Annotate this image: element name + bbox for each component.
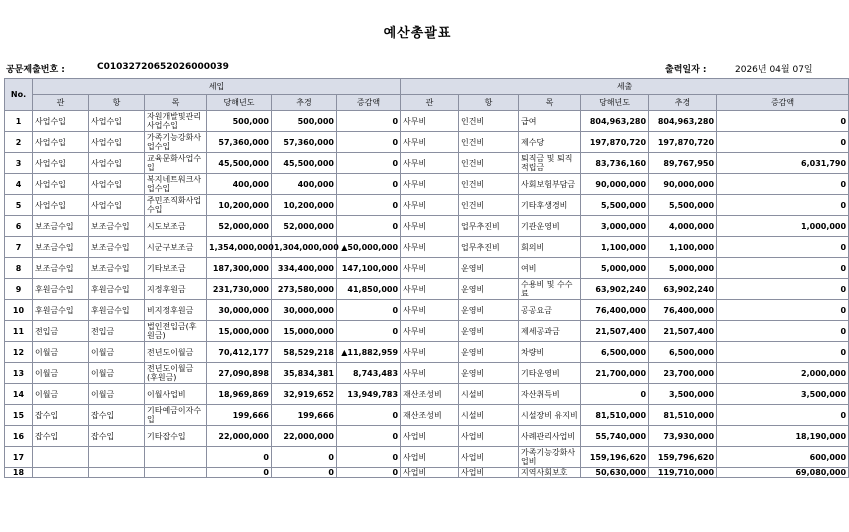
row-no-cell: 14 [5, 384, 33, 405]
header-income-gwan: 관 [33, 95, 89, 111]
expense-hang-cell: 사업비 [459, 447, 519, 468]
expense-hang-cell: 운영비 [459, 258, 519, 279]
row-no-cell: 15 [5, 405, 33, 426]
table-row [5, 258, 849, 279]
expense-current-cell: 76,400,000 [581, 300, 649, 321]
header-income-hang: 항 [89, 95, 145, 111]
expense-current-cell: 90,000,000 [581, 174, 649, 195]
income-gwan-cell [33, 447, 89, 468]
income-gwan-cell [33, 468, 89, 478]
expense-mok-cell: 공공요금 [519, 300, 581, 321]
row-no-cell: 7 [5, 237, 33, 258]
expense-change-cell: 18,190,000 [717, 426, 849, 447]
expense-hang-cell: 운영비 [459, 300, 519, 321]
expense-hang-cell: 운영비 [459, 279, 519, 300]
expense-mok-cell: 급여 [519, 111, 581, 132]
expense-current-cell: 0 [581, 384, 649, 405]
income-revised-cell: 15,000,000 [272, 321, 337, 342]
income-revised-cell: 334,400,000 [272, 258, 337, 279]
expense-hang-cell: 인건비 [459, 174, 519, 195]
table-row [5, 363, 849, 384]
income-change-cell: 0 [337, 468, 401, 478]
expense-gwan-cell: 사무비 [401, 342, 459, 363]
expense-current-cell: 63,902,240 [581, 279, 649, 300]
income-mok-cell: 지정후원금 [145, 279, 207, 300]
expense-hang-cell: 인건비 [459, 195, 519, 216]
expense-mok-cell: 제수당 [519, 132, 581, 153]
expense-change-cell: 0 [717, 342, 849, 363]
expense-mok-cell: 차량비 [519, 342, 581, 363]
income-change-cell: 0 [337, 216, 401, 237]
row-no-cell: 5 [5, 195, 33, 216]
expense-change-cell: 0 [717, 111, 849, 132]
row-no-cell: 4 [5, 174, 33, 195]
print-date-value: 2026년 04월 07일 [735, 65, 813, 75]
income-gwan-cell: 전입금 [33, 321, 89, 342]
income-revised-cell: 199,666 [272, 405, 337, 426]
income-current-cell: 52,000,000 [207, 216, 272, 237]
income-revised-cell: 500,000 [272, 111, 337, 132]
expense-revised-cell: 5,000,000 [649, 258, 717, 279]
income-gwan-cell: 사업수입 [33, 132, 89, 153]
expense-revised-cell: 1,100,000 [649, 237, 717, 258]
income-revised-cell: 1,304,000,000 [272, 237, 337, 258]
income-gwan-cell: 보조금수입 [33, 258, 89, 279]
expense-gwan-cell: 사무비 [401, 111, 459, 132]
expense-gwan-cell: 사무비 [401, 258, 459, 279]
income-mok-cell: 복지네트워크사업수입 [145, 174, 207, 195]
income-current-cell: 27,090,898 [207, 363, 272, 384]
income-hang-cell: 후원금수입 [89, 279, 145, 300]
income-change-cell: 13,949,783 [337, 384, 401, 405]
income-change-cell: 0 [337, 111, 401, 132]
expense-current-cell: 55,740,000 [581, 426, 649, 447]
income-change-cell: 0 [337, 174, 401, 195]
row-no-cell: 1 [5, 111, 33, 132]
income-gwan-cell: 보조금수입 [33, 237, 89, 258]
income-gwan-cell: 보조금수입 [33, 216, 89, 237]
expense-current-cell: 50,630,000 [581, 468, 649, 478]
expense-revised-cell: 90,000,000 [649, 174, 717, 195]
row-no-cell: 18 [5, 468, 33, 478]
expense-revised-cell: 73,930,000 [649, 426, 717, 447]
table-row [5, 384, 849, 405]
expense-hang-cell: 운영비 [459, 342, 519, 363]
expense-revised-cell: 76,400,000 [649, 300, 717, 321]
header-income-current: 당해년도 [207, 95, 272, 111]
income-change-cell: 0 [337, 321, 401, 342]
income-current-cell: 57,360,000 [207, 132, 272, 153]
header-income-revised: 추경 [272, 95, 337, 111]
expense-change-cell: 0 [717, 405, 849, 426]
page-title: 예산총괄표 [383, 26, 452, 41]
table-row [5, 447, 849, 468]
expense-gwan-cell: 사무비 [401, 216, 459, 237]
expense-gwan-cell: 사무비 [401, 300, 459, 321]
income-revised-cell: 52,000,000 [272, 216, 337, 237]
income-revised-cell: 273,580,000 [272, 279, 337, 300]
income-hang-cell: 사업수입 [89, 132, 145, 153]
expense-current-cell: 1,100,000 [581, 237, 649, 258]
income-revised-cell: 57,360,000 [272, 132, 337, 153]
expense-current-cell: 81,510,000 [581, 405, 649, 426]
expense-hang-cell: 사업비 [459, 426, 519, 447]
expense-revised-cell: 3,500,000 [649, 384, 717, 405]
expense-hang-cell: 시설비 [459, 405, 519, 426]
income-hang-cell: 이월금 [89, 342, 145, 363]
income-mok-cell: 기타보조금 [145, 258, 207, 279]
income-mok-cell: 기타예금이자수입 [145, 405, 207, 426]
income-mok-cell [145, 447, 207, 468]
income-hang-cell: 잡수입 [89, 405, 145, 426]
table-row [5, 195, 849, 216]
row-no-cell: 2 [5, 132, 33, 153]
table-row [5, 405, 849, 426]
expense-mok-cell: 기관운영비 [519, 216, 581, 237]
income-change-cell: 41,850,000 [337, 279, 401, 300]
expense-change-cell: 69,080,000 [717, 468, 849, 478]
income-hang-cell: 사업수입 [89, 195, 145, 216]
header-expense-revised: 추경 [649, 95, 717, 111]
income-gwan-cell: 사업수입 [33, 153, 89, 174]
income-hang-cell: 사업수입 [89, 111, 145, 132]
expense-change-cell: 0 [717, 237, 849, 258]
expense-current-cell: 5,500,000 [581, 195, 649, 216]
income-revised-cell: 30,000,000 [272, 300, 337, 321]
expense-hang-cell: 업무추진비 [459, 237, 519, 258]
income-hang-cell: 전입금 [89, 321, 145, 342]
income-change-cell: 0 [337, 426, 401, 447]
income-mok-cell: 자원개발및관리사업수입 [145, 111, 207, 132]
expense-change-cell: 0 [717, 279, 849, 300]
income-revised-cell: 35,834,381 [272, 363, 337, 384]
expense-mok-cell: 제세공과금 [519, 321, 581, 342]
income-revised-cell: 0 [272, 468, 337, 478]
income-hang-cell: 잡수입 [89, 426, 145, 447]
expense-change-cell: 6,031,790 [717, 153, 849, 174]
expense-gwan-cell: 사무비 [401, 321, 459, 342]
income-mok-cell [145, 468, 207, 478]
expense-revised-cell: 119,710,000 [649, 468, 717, 478]
row-no-cell: 16 [5, 426, 33, 447]
income-revised-cell: 400,000 [272, 174, 337, 195]
expense-mok-cell: 지역사회보호 [519, 468, 581, 478]
expense-hang-cell: 시설비 [459, 384, 519, 405]
expense-gwan-cell: 사무비 [401, 363, 459, 384]
expense-mok-cell: 사례관리사업비 [519, 426, 581, 447]
doc-number-label: 공문제출번호 : [6, 65, 65, 75]
income-current-cell: 1,354,000,000 [207, 237, 272, 258]
income-gwan-cell: 이월금 [33, 342, 89, 363]
expense-hang-cell: 사업비 [459, 468, 519, 478]
income-gwan-cell: 사업수입 [33, 174, 89, 195]
income-mok-cell: 이월사업비 [145, 384, 207, 405]
expense-current-cell: 6,500,000 [581, 342, 649, 363]
expense-change-cell: 0 [717, 321, 849, 342]
income-mok-cell: 기타잡수입 [145, 426, 207, 447]
header-expense-mok: 목 [519, 95, 581, 111]
row-no-cell: 11 [5, 321, 33, 342]
header-income: 세입 [33, 79, 401, 95]
income-current-cell: 231,730,000 [207, 279, 272, 300]
income-mok-cell: 비지정후원금 [145, 300, 207, 321]
expense-change-cell: 0 [717, 132, 849, 153]
expense-current-cell: 159,196,620 [581, 447, 649, 468]
income-hang-cell: 후원금수입 [89, 300, 145, 321]
income-current-cell: 18,969,869 [207, 384, 272, 405]
expense-gwan-cell: 사업비 [401, 426, 459, 447]
income-hang-cell [89, 468, 145, 478]
income-gwan-cell: 사업수입 [33, 195, 89, 216]
income-current-cell: 30,000,000 [207, 300, 272, 321]
income-change-cell: 0 [337, 300, 401, 321]
income-mok-cell: 법인전입금(후원금) [145, 321, 207, 342]
header-expense-hang: 항 [459, 95, 519, 111]
row-no-cell: 9 [5, 279, 33, 300]
header-income-mok: 목 [145, 95, 207, 111]
income-hang-cell: 보조금수입 [89, 258, 145, 279]
income-change-cell: 0 [337, 153, 401, 174]
table-row [5, 279, 849, 300]
income-change-cell: 0 [337, 447, 401, 468]
income-hang-cell: 보조금수입 [89, 237, 145, 258]
expense-revised-cell: 81,510,000 [649, 405, 717, 426]
income-current-cell: 400,000 [207, 174, 272, 195]
income-gwan-cell: 이월금 [33, 363, 89, 384]
income-revised-cell: 58,529,218 [272, 342, 337, 363]
income-mok-cell: 가족기능강화사업수입 [145, 132, 207, 153]
expense-current-cell: 197,870,720 [581, 132, 649, 153]
header-expense-change: 증감액 [717, 95, 849, 111]
income-hang-cell [89, 447, 145, 468]
expense-revised-cell: 63,902,240 [649, 279, 717, 300]
expense-revised-cell: 5,500,000 [649, 195, 717, 216]
income-hang-cell: 이월금 [89, 363, 145, 384]
expense-change-cell: 3,500,000 [717, 384, 849, 405]
income-change-cell: ▲50,000,000 [337, 237, 401, 258]
income-current-cell: 187,300,000 [207, 258, 272, 279]
print-date-label: 출력일자 : [665, 65, 707, 75]
income-hang-cell: 사업수입 [89, 153, 145, 174]
expense-mok-cell: 자산취득비 [519, 384, 581, 405]
expense-change-cell: 1,000,000 [717, 216, 849, 237]
expense-current-cell: 21,700,000 [581, 363, 649, 384]
row-no-cell: 17 [5, 447, 33, 468]
row-no-cell: 12 [5, 342, 33, 363]
table-row [5, 300, 849, 321]
expense-change-cell: 0 [717, 174, 849, 195]
header-no: No. [5, 79, 33, 111]
income-gwan-cell: 잡수입 [33, 426, 89, 447]
income-revised-cell: 45,500,000 [272, 153, 337, 174]
expense-hang-cell: 인건비 [459, 111, 519, 132]
expense-revised-cell: 6,500,000 [649, 342, 717, 363]
expense-revised-cell: 23,700,000 [649, 363, 717, 384]
expense-hang-cell: 운영비 [459, 363, 519, 384]
expense-change-cell: 600,000 [717, 447, 849, 468]
income-change-cell: 0 [337, 405, 401, 426]
table-row [5, 153, 849, 174]
table-row [5, 321, 849, 342]
expense-mok-cell: 회의비 [519, 237, 581, 258]
row-no-cell: 6 [5, 216, 33, 237]
income-mok-cell: 주민조직화사업수입 [145, 195, 207, 216]
income-change-cell: ▲11,882,959 [337, 342, 401, 363]
income-gwan-cell: 사업수입 [33, 111, 89, 132]
expense-current-cell: 3,000,000 [581, 216, 649, 237]
table-row [5, 468, 849, 478]
expense-change-cell: 0 [717, 258, 849, 279]
budget-summary-table [4, 78, 849, 478]
income-gwan-cell: 후원금수입 [33, 300, 89, 321]
expense-hang-cell: 인건비 [459, 153, 519, 174]
income-gwan-cell: 이월금 [33, 384, 89, 405]
row-no-cell: 3 [5, 153, 33, 174]
income-current-cell: 70,412,177 [207, 342, 272, 363]
table-row [5, 174, 849, 195]
table-row [5, 237, 849, 258]
expense-gwan-cell: 재산조성비 [401, 405, 459, 426]
income-revised-cell: 0 [272, 447, 337, 468]
expense-mok-cell: 사회보험부담금 [519, 174, 581, 195]
income-revised-cell: 32,919,652 [272, 384, 337, 405]
income-mok-cell: 교육문화사업수입 [145, 153, 207, 174]
expense-current-cell: 804,963,280 [581, 111, 649, 132]
expense-mok-cell: 가족기능강화사업비 [519, 447, 581, 468]
expense-hang-cell: 업무추진비 [459, 216, 519, 237]
expense-mok-cell: 여비 [519, 258, 581, 279]
header-expense-gwan: 관 [401, 95, 459, 111]
expense-gwan-cell: 사무비 [401, 174, 459, 195]
expense-mok-cell: 기타운영비 [519, 363, 581, 384]
expense-gwan-cell: 사무비 [401, 279, 459, 300]
expense-gwan-cell: 사무비 [401, 237, 459, 258]
income-mok-cell: 시군구보조금 [145, 237, 207, 258]
income-change-cell: 0 [337, 195, 401, 216]
income-change-cell: 147,100,000 [337, 258, 401, 279]
expense-change-cell: 0 [717, 195, 849, 216]
expense-current-cell: 5,000,000 [581, 258, 649, 279]
income-gwan-cell: 후원금수입 [33, 279, 89, 300]
income-mok-cell: 전년도이월금(후원금) [145, 363, 207, 384]
expense-hang-cell: 인건비 [459, 132, 519, 153]
expense-revised-cell: 159,796,620 [649, 447, 717, 468]
expense-gwan-cell: 사업비 [401, 468, 459, 478]
table-row [5, 132, 849, 153]
income-current-cell: 0 [207, 468, 272, 478]
expense-change-cell: 2,000,000 [717, 363, 849, 384]
table-row [5, 216, 849, 237]
header-income-change: 증감액 [337, 95, 401, 111]
expense-revised-cell: 4,000,000 [649, 216, 717, 237]
income-hang-cell: 보조금수입 [89, 216, 145, 237]
table-row [5, 426, 849, 447]
table-row [5, 342, 849, 363]
income-hang-cell: 사업수입 [89, 174, 145, 195]
expense-current-cell: 83,736,160 [581, 153, 649, 174]
income-hang-cell: 이월금 [89, 384, 145, 405]
income-current-cell: 10,200,000 [207, 195, 272, 216]
expense-revised-cell: 804,963,280 [649, 111, 717, 132]
expense-mok-cell: 기타후생경비 [519, 195, 581, 216]
doc-number-value: C0103272065202600003​9 [97, 62, 229, 72]
header-expense: 세출 [401, 79, 849, 95]
row-no-cell: 10 [5, 300, 33, 321]
income-change-cell: 8,743,483 [337, 363, 401, 384]
income-current-cell: 0 [207, 447, 272, 468]
income-revised-cell: 10,200,000 [272, 195, 337, 216]
row-no-cell: 13 [5, 363, 33, 384]
expense-hang-cell: 운영비 [459, 321, 519, 342]
expense-mok-cell: 퇴직금 및 퇴직적립금 [519, 153, 581, 174]
table-row [5, 111, 849, 132]
income-current-cell: 500,000 [207, 111, 272, 132]
expense-mok-cell: 수용비 및 수수료 [519, 279, 581, 300]
expense-revised-cell: 89,767,950 [649, 153, 717, 174]
row-no-cell: 8 [5, 258, 33, 279]
expense-revised-cell: 21,507,400 [649, 321, 717, 342]
expense-gwan-cell: 재산조성비 [401, 384, 459, 405]
expense-gwan-cell: 사무비 [401, 195, 459, 216]
expense-gwan-cell: 사무비 [401, 132, 459, 153]
expense-current-cell: 21,507,400 [581, 321, 649, 342]
income-current-cell: 199,666 [207, 405, 272, 426]
expense-revised-cell: 197,870,720 [649, 132, 717, 153]
income-revised-cell: 22,000,000 [272, 426, 337, 447]
income-current-cell: 22,000,000 [207, 426, 272, 447]
expense-gwan-cell: 사업비 [401, 447, 459, 468]
income-gwan-cell: 잡수입 [33, 405, 89, 426]
expense-gwan-cell: 사무비 [401, 153, 459, 174]
income-change-cell: 0 [337, 132, 401, 153]
income-mok-cell: 시도보조금 [145, 216, 207, 237]
expense-change-cell: 0 [717, 300, 849, 321]
expense-mok-cell: 시설장비 유지비 [519, 405, 581, 426]
income-current-cell: 15,000,000 [207, 321, 272, 342]
header-expense-current: 당해년도 [581, 95, 649, 111]
income-current-cell: 45,500,000 [207, 153, 272, 174]
income-mok-cell: 전년도이월금 [145, 342, 207, 363]
